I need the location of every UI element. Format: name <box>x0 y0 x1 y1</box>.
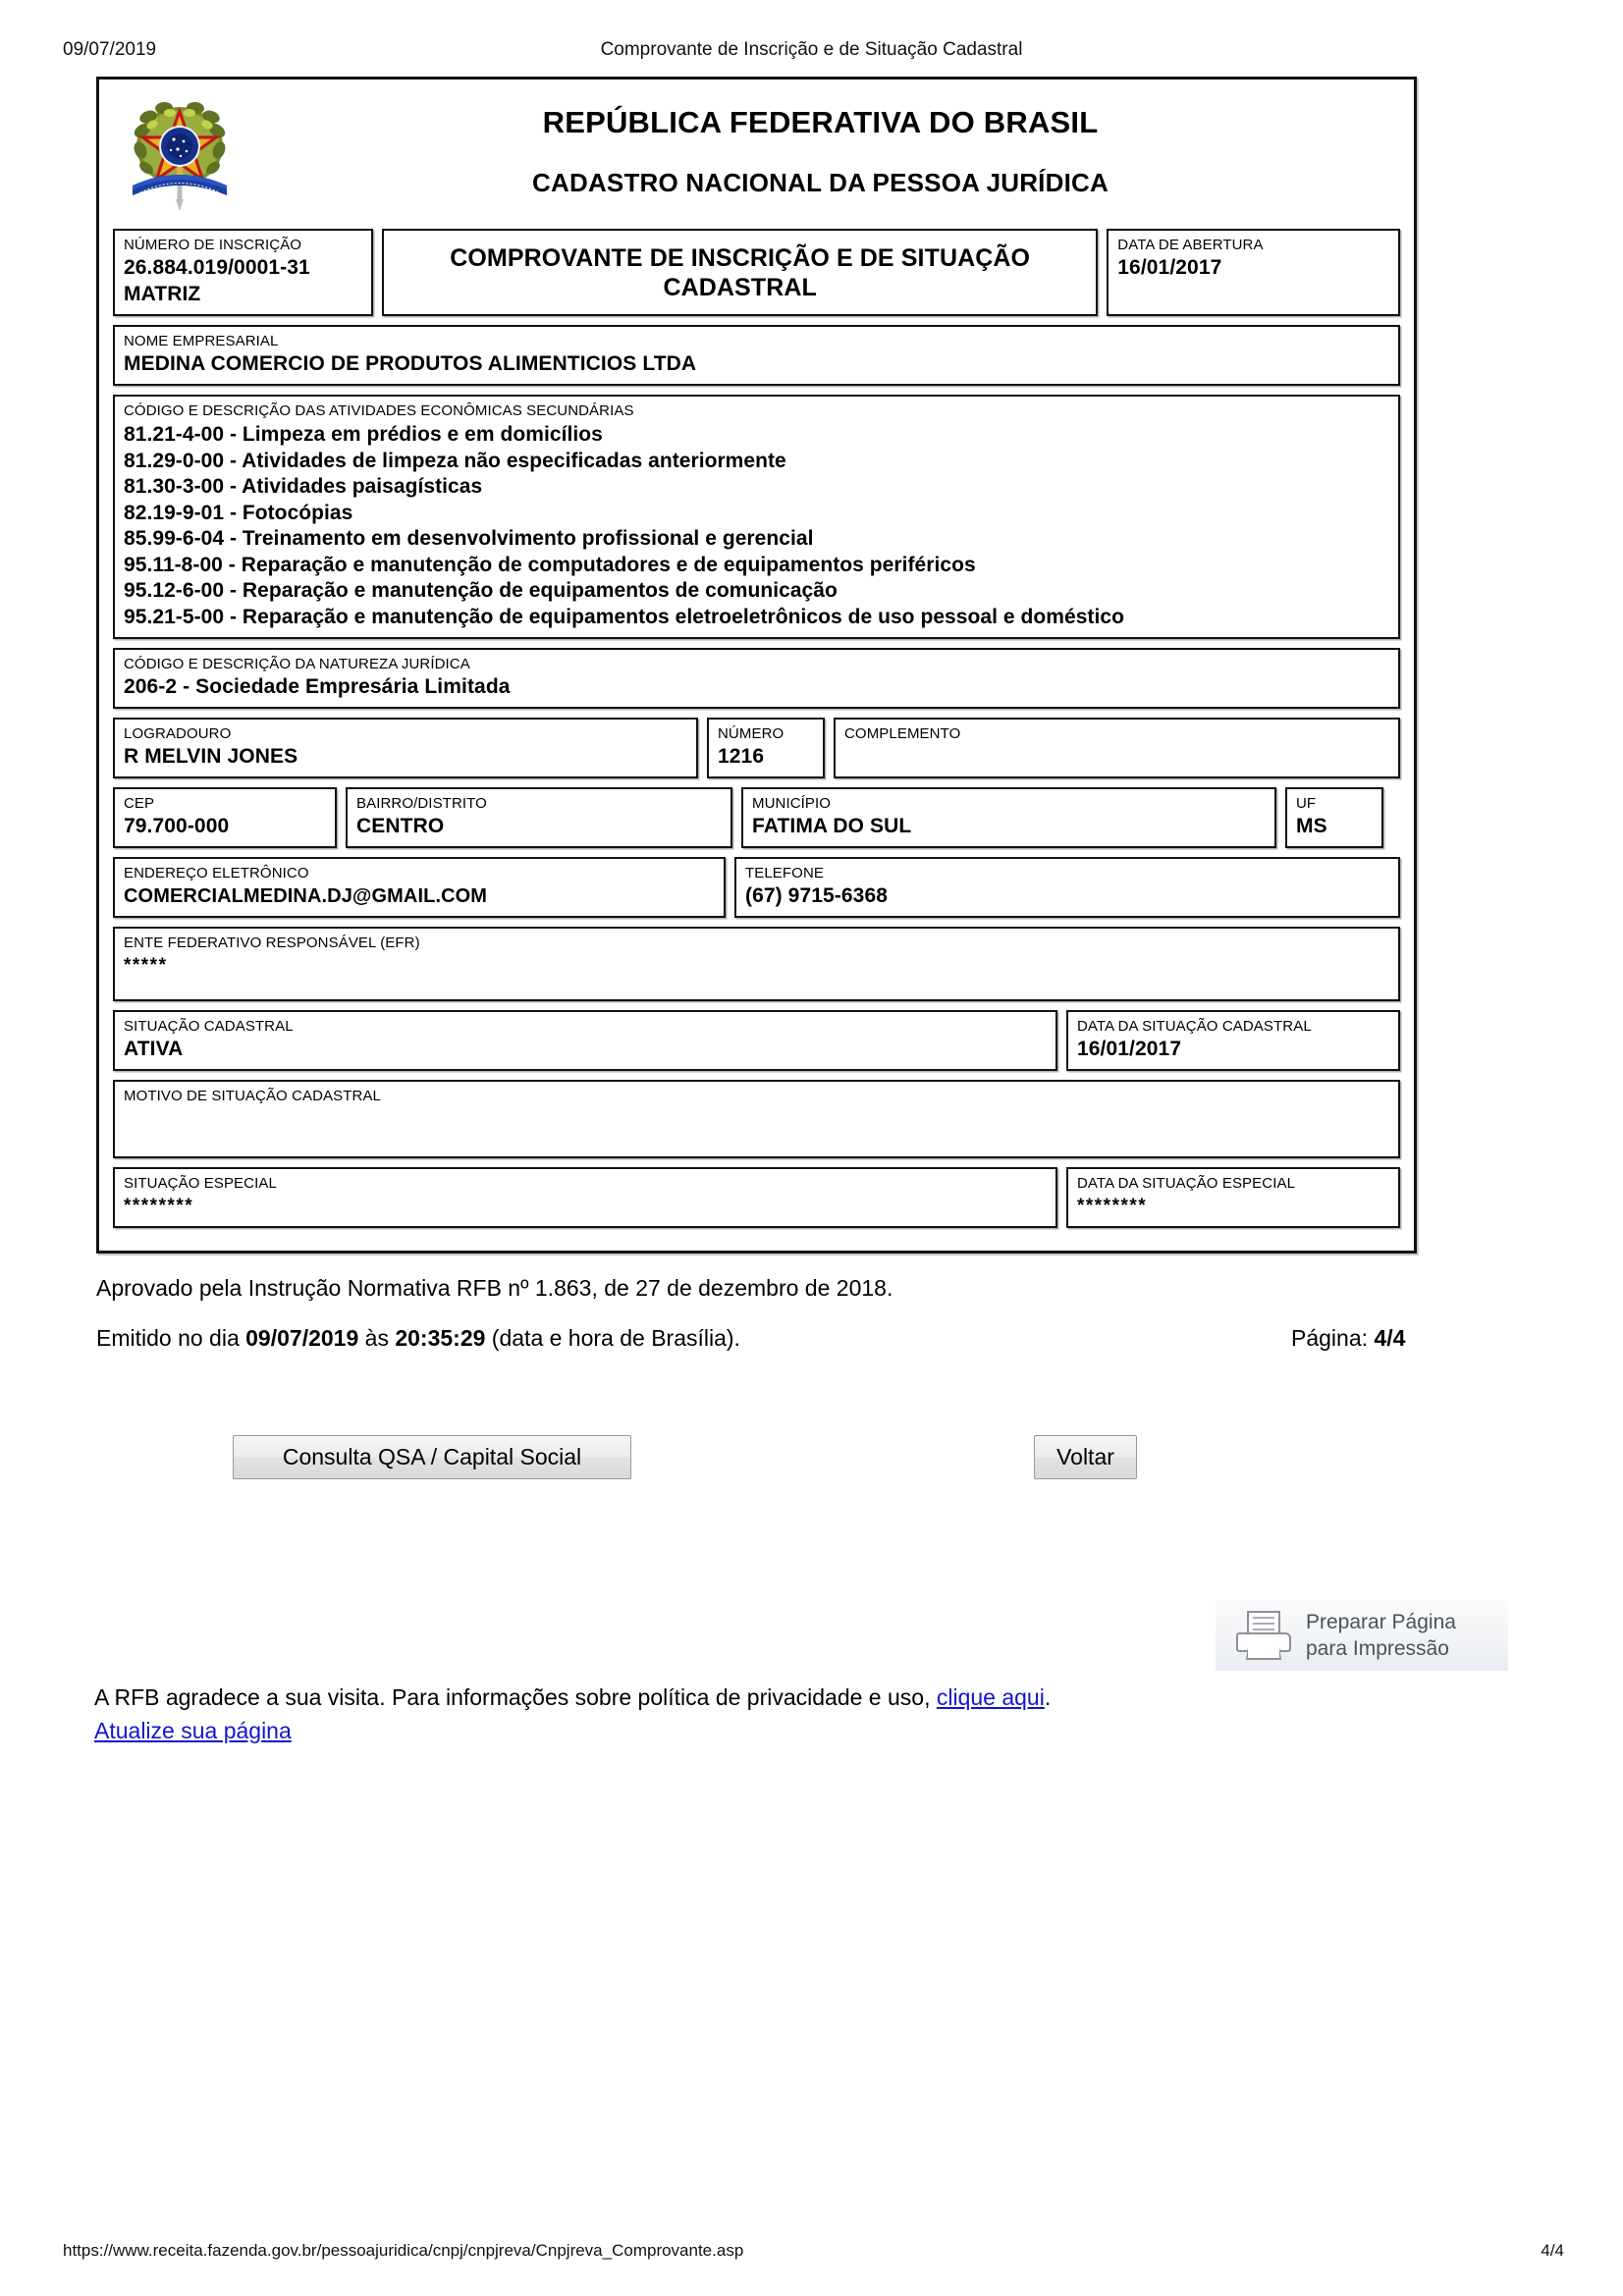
label-natureza-juridica: CÓDIGO E DESCRIÇÃO DA NATUREZA JURÍDICA <box>124 656 470 672</box>
value-nome-empresarial: MEDINA COMERCIO DE PRODUTOS ALIMENTICIOS LTDA <box>124 352 697 375</box>
label-telefone: TELEFONE <box>745 865 824 881</box>
emission-prefix: Emitido no dia <box>96 1325 246 1351</box>
preparar-pagina-impressao-button[interactable] <box>1216 1600 1508 1671</box>
print-button-line2: para Impressão <box>1306 1637 1449 1660</box>
value-municipio: FATIMA DO SUL <box>752 815 912 837</box>
field-natureza-juridica <box>113 648 1400 709</box>
browser-print-header <box>0 39 1623 65</box>
label-atividades-secundarias: CÓDIGO E DESCRIÇÃO DAS ATIVIDADES ECONÔMICAS SECUNDÁRIAS <box>124 402 634 419</box>
efr-row <box>113 927 1400 1001</box>
value-cep: 79.700-000 <box>124 815 230 837</box>
value-complemento <box>844 743 1389 744</box>
emission-suffix: (data e hora de Brasília). <box>485 1325 740 1351</box>
value-numero-inscricao: 26.884.019/0001-31 <box>124 256 310 279</box>
field-comprovante-title <box>382 229 1098 316</box>
situacao-cadastral-row <box>113 1010 1400 1071</box>
field-motivo-situacao <box>113 1080 1400 1158</box>
list-item: 95.11-8-00 - Reparação e manutenção de computadores e de equipamentos periféricos <box>124 553 976 576</box>
field-endereco-eletronico <box>113 857 726 918</box>
cnpj-certificate <box>96 77 1417 1254</box>
nome-empresarial-row <box>113 325 1400 386</box>
value-efr: ***** <box>124 955 168 976</box>
list-item: 81.21-4-00 - Limpeza em prédios e em domicílios <box>124 423 603 446</box>
label-cep: CEP <box>124 795 155 812</box>
situacao-especial-row <box>113 1167 1400 1228</box>
emission-time: 20:35:29 <box>395 1325 486 1351</box>
label-situacao-cadastral: SITUAÇÃO CADASTRAL <box>124 1018 294 1035</box>
label-numero: NÚMERO <box>718 725 784 742</box>
field-cep <box>113 787 337 848</box>
emission-date: 09/07/2019 <box>245 1325 359 1351</box>
label-numero-inscricao: NÚMERO DE INSCRIÇÃO <box>124 237 302 253</box>
page-value: 4/4 <box>1374 1325 1406 1351</box>
label-nome-empresarial: NOME EMPRESARIAL <box>124 333 279 349</box>
cnae-list <box>124 420 1389 630</box>
list-item: 85.99-6-04 - Treinamento em desenvolvimento profissional e gerencial <box>124 527 814 550</box>
certificate-bottom-spacer <box>99 1237 1414 1251</box>
endereco-row-1 <box>113 718 1400 778</box>
value-data-abertura: 16/01/2017 <box>1117 256 1222 279</box>
value-data-situacao-cadastral: 16/01/2017 <box>1077 1038 1182 1060</box>
field-data-situacao-especial <box>1066 1167 1400 1228</box>
consulta-qsa-button[interactable]: Consulta QSA / Capital Social <box>233 1435 631 1479</box>
field-numero-inscricao <box>113 229 373 316</box>
field-situacao-especial <box>113 1167 1057 1228</box>
field-nome-empresarial <box>113 325 1400 386</box>
endereco-row-2 <box>113 787 1400 848</box>
motivo-situacao-row <box>113 1080 1400 1158</box>
field-numero <box>707 718 825 778</box>
value-bairro: CENTRO <box>356 815 445 837</box>
label-endereco-eletronico: ENDEREÇO ELETRÔNICO <box>124 865 309 881</box>
browser-print-footer <box>0 2241 1623 2267</box>
field-bairro <box>346 787 732 848</box>
field-efr <box>113 927 1400 1001</box>
refresh-page-link[interactable]: Atualize sua página <box>94 1718 292 1743</box>
field-telefone <box>734 857 1400 918</box>
label-bairro: BAIRRO/DISTRITO <box>356 795 487 812</box>
emission-line <box>96 1323 740 1353</box>
field-uf <box>1285 787 1383 848</box>
value-endereco-eletronico: COMERCIALMEDINA.DJ@GMAIL.COM <box>124 885 488 907</box>
page-indicator <box>1291 1323 1405 1353</box>
heading-cadastro: CADASTRO NACIONAL DA PESSOA JURÍDICA <box>532 168 1109 197</box>
natureza-juridica-row <box>113 648 1400 709</box>
printer-icon <box>1233 1610 1294 1661</box>
thanks-prefix: A RFB agradece a sua visita. Para informações sobre política de privacidade e uso, <box>94 1684 937 1710</box>
label-data-situacao-especial: DATA DA SITUAÇÃO ESPECIAL <box>1077 1175 1296 1192</box>
list-item: 95.21-5-00 - Reparação e manutenção de equipamentos eletroeletrônicos de uso pessoal e doméstico <box>124 605 1124 628</box>
label-situacao-especial: SITUAÇÃO ESPECIAL <box>124 1175 277 1192</box>
label-data-situacao-cadastral: DATA DA SITUAÇÃO CADASTRAL <box>1077 1018 1312 1035</box>
list-item: 81.29-0-00 - Atividades de limpeza não especificadas anteriormente <box>124 449 786 472</box>
value-situacao-especial: ******** <box>124 1196 194 1216</box>
list-item: 81.30-3-00 - Atividades paisagísticas <box>124 475 483 498</box>
value-logradouro: R MELVIN JONES <box>124 745 298 768</box>
value-uf: MS <box>1296 815 1327 837</box>
field-municipio <box>741 787 1276 848</box>
value-tipo-inscricao: MATRIZ <box>124 283 201 305</box>
field-atividades-secundarias <box>113 395 1400 639</box>
label-municipio: MUNICÍPIO <box>752 795 832 812</box>
refresh-line <box>94 1716 292 1745</box>
privacy-policy-link[interactable]: clique aqui <box>936 1684 1045 1710</box>
print-header-title: Comprovante de Inscrição e de Situação Cadastral <box>600 39 1023 60</box>
value-telefone: (67) 9715-6368 <box>745 884 889 907</box>
legal-note: Aprovado pela Instrução Normativa RFB nº 1.863, de 27 de dezembro de 2018. <box>96 1275 893 1301</box>
emission-middle: às <box>358 1325 396 1351</box>
value-numero: 1216 <box>718 745 765 768</box>
thanks-line <box>94 1682 1051 1712</box>
field-logradouro <box>113 718 698 778</box>
field-situacao-cadastral <box>113 1010 1057 1071</box>
value-natureza-juridica: 206-2 - Sociedade Empresária Limitada <box>124 675 511 698</box>
label-complemento: COMPLEMENTO <box>844 725 961 742</box>
value-data-situacao-especial: ******** <box>1077 1196 1148 1216</box>
contato-row <box>113 857 1400 918</box>
thanks-suffix: . <box>1044 1684 1052 1710</box>
label-uf: UF <box>1296 795 1317 812</box>
field-data-abertura <box>1107 229 1400 316</box>
list-item: 82.19-9-01 - Fotocópias <box>124 501 353 524</box>
label-logradouro: LOGRADOURO <box>124 725 232 742</box>
field-complemento <box>834 718 1400 778</box>
value-comprovante-title: COMPROVANTE DE INSCRIÇÃO E DE SITUAÇÃO CADASTRAL <box>450 243 1031 301</box>
atividades-secundarias-row <box>113 395 1400 639</box>
print-button-label <box>1306 1609 1456 1662</box>
label-efr: ENTE FEDERATIVO RESPONSÁVEL (EFR) <box>124 934 420 951</box>
print-footer-url: https://www.receita.fazenda.gov.br/pessoajuridica/cnpj/cnpjreva/Cnpjreva_Comprovante.asp <box>63 2241 744 2260</box>
field-data-situacao-cadastral <box>1066 1010 1400 1071</box>
certificate-titles <box>99 80 1414 198</box>
page-label: Página: <box>1291 1325 1375 1351</box>
print-footer-page: 4/4 <box>1541 2241 1564 2260</box>
certificate-header <box>99 80 1414 229</box>
print-header-date: 09/07/2019 <box>63 39 157 60</box>
label-motivo-situacao: MOTIVO DE SITUAÇÃO CADASTRAL <box>124 1088 382 1104</box>
value-motivo-situacao <box>124 1105 1389 1106</box>
brasao-coat-of-arms-icon <box>127 95 233 211</box>
print-button-line1: Preparar Página <box>1306 1611 1456 1633</box>
status-badge: ATIVA <box>124 1038 184 1060</box>
label-data-abertura: DATA DE ABERTURA <box>1117 237 1264 253</box>
list-item: 95.12-6-00 - Reparação e manutenção de equipamentos de comunicação <box>124 579 838 602</box>
voltar-button[interactable]: Voltar <box>1034 1435 1137 1479</box>
heading-republica: REPÚBLICA FEDERATIVA DO BRASIL <box>542 105 1099 139</box>
identification-row <box>113 229 1400 316</box>
